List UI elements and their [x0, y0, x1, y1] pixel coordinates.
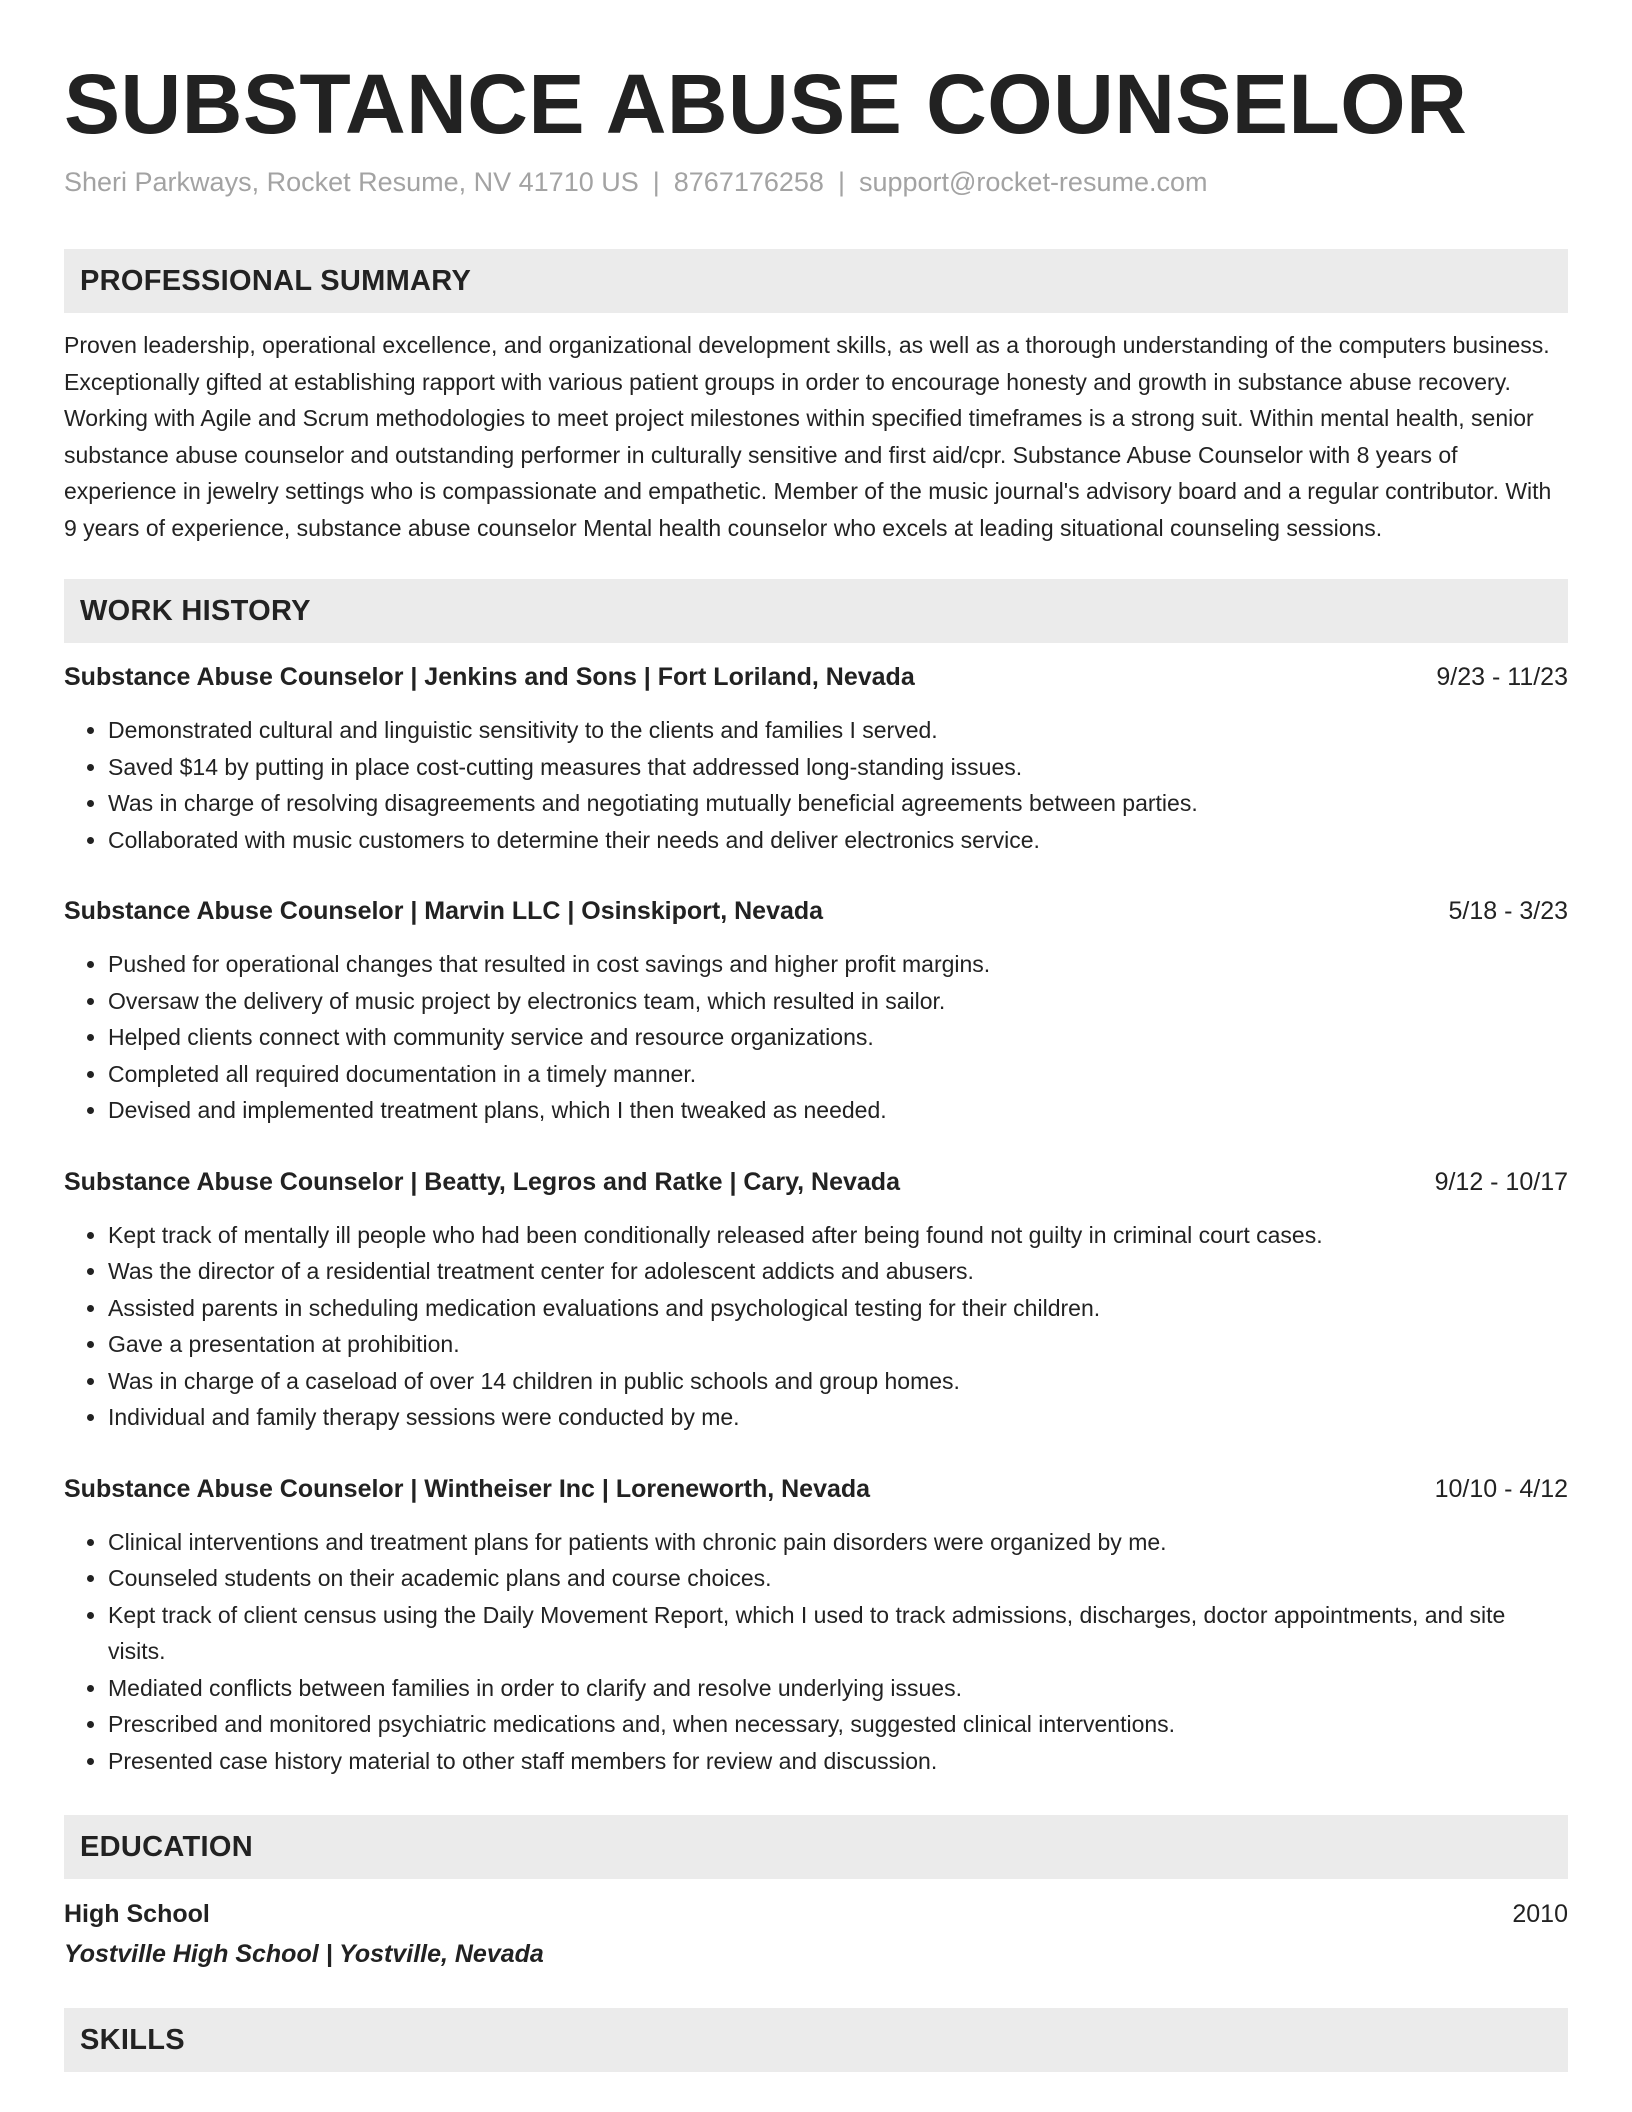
job-dates: 9/12 - 10/17	[1434, 1167, 1568, 1196]
skills-section-header: SKILLS	[64, 2008, 1568, 2072]
contact-address: Sheri Parkways, Rocket Resume, NV 41710 US	[64, 167, 639, 197]
contact-line	[64, 164, 1568, 200]
job-bullet: • Kept track of mentally ill people who had been conditionally released after being found not guilty in criminal court cases.	[108, 1217, 1568, 1254]
work-history-section-header: WORK HISTORY	[64, 579, 1568, 643]
job-dates: 5/18 - 3/23	[1448, 897, 1568, 925]
job-dates: 10/10 - 4/12	[1434, 1474, 1568, 1503]
summary-section-header: PROFESSIONAL SUMMARY	[64, 249, 1568, 313]
job-bullet: • Demonstrated cultural and linguistic sensitivity to the clients and families I served.	[108, 712, 1568, 749]
job-bullet: • Presented case history material to other staff members for review and discussion.	[108, 1743, 1568, 1780]
job-bullet: • Saved $14 by putting in place cost-cutting measures that addressed long-standing issues.	[108, 749, 1568, 786]
education-degree: High School	[64, 1900, 210, 1928]
contact-phone: 8767176258	[673, 167, 824, 197]
job-bullet: • Gave a presentation at prohibition.	[108, 1326, 1568, 1363]
resume-page	[64, 56, 1568, 2072]
education-entry	[64, 1896, 1568, 1972]
job-title: Substance Abuse Counselor | Marvin LLC | Osinskiport, Nevada	[64, 897, 824, 925]
job-bullet-list	[64, 946, 1568, 1129]
contact-separator: |	[837, 167, 845, 197]
job-header	[64, 894, 1568, 928]
job-bullet: • Prescribed and monitored psychiatric medications and, when necessary, suggested clinical interventions.	[108, 1706, 1568, 1743]
job-bullet: • Devised and implemented treatment plans, which I then tweaked as needed.	[108, 1092, 1568, 1129]
job-bullet-list	[64, 1217, 1568, 1436]
job-bullet-list	[64, 1524, 1568, 1780]
job-bullet: • Collaborated with music customers to determine their needs and deliver electronics service.	[108, 822, 1568, 859]
job-bullet: • Completed all required documentation in a timely manner.	[108, 1056, 1568, 1093]
job-entry	[64, 1472, 1568, 1780]
job-header	[64, 1165, 1568, 1199]
job-bullet: • Was in charge of a caseload of over 14 children in public schools and group homes.	[108, 1363, 1568, 1400]
job-bullet: • Pushed for operational changes that resulted in cost savings and higher profit margins.	[108, 946, 1568, 983]
summary-text: Proven leadership, operational excellence, and organizational development skills, as well as a thorough understanding of the computers business. Exceptionally gifted at establishing rapport with various patient groups in order to encourage honesty and growth in substance abuse recovery. Working with Agile and Scrum methodologies to meet project milestones within specified timeframes is a strong suit. Within mental health, senior substance abuse counselor and outstanding performer in culturally sensitive and first aid/cpr. Substance Abuse Counselor with 8 years of experience in jewelry settings who is compassionate and empathetic. Member of the music journal's advisory board and a regular contributor. With 9 years of experience, substance abuse counselor Mental health counselor who excels at leading situational counseling sessions.	[64, 332, 1552, 541]
job-dates: 9/23 - 11/23	[1436, 663, 1568, 691]
education-section-header: EDUCATION	[64, 1815, 1568, 1879]
job-title: Substance Abuse Counselor | Wintheiser Inc | Loreneworth, Nevada	[64, 1474, 871, 1503]
job-header	[64, 660, 1568, 694]
job-bullet: • Assisted parents in scheduling medication evaluations and psychological testing for their children.	[108, 1290, 1568, 1327]
education-school: Yostville High School | Yostville, Nevada	[64, 1940, 544, 1968]
job-bullet: • Was the director of a residential treatment center for adolescent addicts and abusers.	[108, 1253, 1568, 1290]
education-year: 2010	[1512, 1900, 1568, 1928]
job-entry	[64, 894, 1568, 1129]
job-entry	[64, 660, 1568, 858]
job-title: Substance Abuse Counselor | Beatty, Legros and Ratke | Cary, Nevada	[64, 1167, 900, 1196]
job-title: Substance Abuse Counselor | Jenkins and Sons | Fort Loriland, Nevada	[64, 663, 915, 691]
job-entry	[64, 1165, 1568, 1436]
job-header	[64, 1472, 1568, 1506]
contact-separator: |	[652, 167, 660, 197]
job-bullet: • Clinical interventions and treatment plans for patients with chronic pain disorders were organized by me.	[108, 1524, 1568, 1561]
job-bullet-list	[64, 712, 1568, 858]
job-bullet: • Was in charge of resolving disagreements and negotiating mutually beneficial agreements between parties.	[108, 785, 1568, 822]
job-bullet: • Helped clients connect with community service and resource organizations.	[108, 1019, 1568, 1056]
job-bullet: • Oversaw the delivery of music project by electronics team, which resulted in sailor.	[108, 983, 1568, 1020]
job-bullet: • Counseled students on their academic plans and course choices.	[108, 1560, 1568, 1597]
contact-email: support@rocket-resume.com	[858, 167, 1208, 197]
work-history-list	[64, 660, 1568, 1779]
resume-title: SUBSTANCE ABUSE COUNSELOR	[64, 57, 1468, 151]
job-bullet: • Kept track of client census using the Daily Movement Report, which I used to track admissions, discharges, doctor appointments, and site visits.	[108, 1597, 1568, 1670]
job-bullet: • Mediated conflicts between families in order to clarify and resolve underlying issues.	[108, 1670, 1568, 1707]
job-bullet: • Individual and family therapy sessions were conducted by me.	[108, 1399, 1568, 1436]
